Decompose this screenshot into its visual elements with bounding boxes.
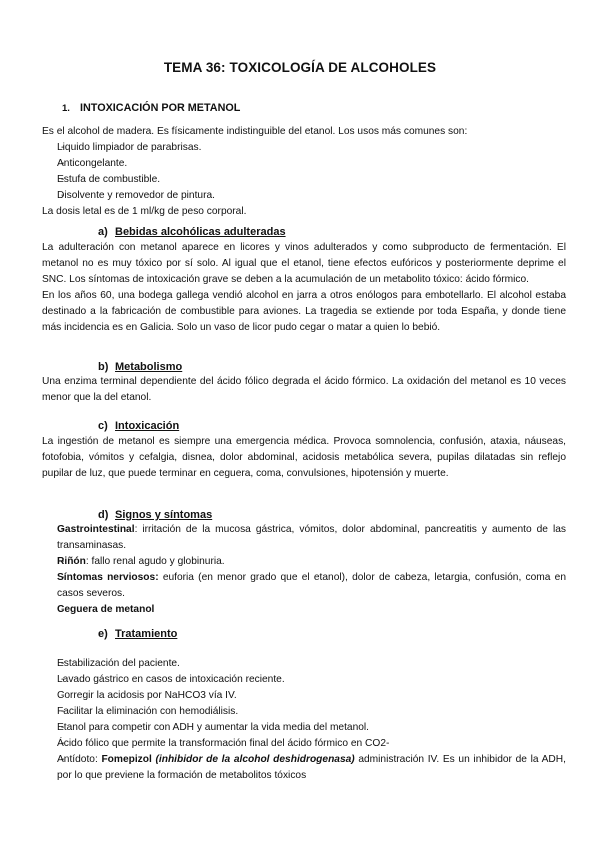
section-1-heading	[62, 100, 240, 117]
list-item: - Ceguera de metanol	[42, 602, 566, 618]
list-item: - Etanol para competir con ADH y aumentar la vida media del metanol.	[42, 720, 566, 736]
subsection-e-body	[42, 656, 566, 784]
subsection-d-heading: d) Signos y síntomas	[98, 509, 213, 521]
page-title: TEMA 36: TOXICOLOGÍA DE ALCOHOLES	[163, 60, 437, 75]
list-item: - Disolvente y removedor de pintura.	[42, 188, 566, 204]
subsection-c-body	[42, 434, 566, 482]
list-item: - Estabilización del paciente.	[42, 656, 566, 672]
subsection-b-heading: b) Metabolismo	[98, 361, 183, 373]
section-1-title: INTOXICACIÓN POR METANOL	[80, 102, 241, 114]
treatment-list	[42, 656, 566, 784]
paragraph: En los años 60, una bodega gallega vendió alcohol en jarra a otros enólogos para embotellarlo. El alcohol estaba destinado a la fabricación de combustible para aviones. La tragedia se extiende por toda España, y donde tiene más incidencia es en Galicia. Solo un vaso de licor pudo cegar o matar a quien lo bebió.	[42, 290, 566, 333]
section-1-body	[42, 124, 566, 220]
paragraph: Una enzima terminal dependiente del ácido fólico degrada el ácido fórmico. La oxidación del metanol es 10 veces menor que la del etanol.	[42, 376, 566, 403]
list-item: - Gastrointestinal: irritación de la mucosa gástrica, vómitos, dolor abdominal, pancreatitis y aumento de las transaminasas.	[42, 522, 566, 554]
list-item: - Facilitar la eliminación con hemodiálisis.	[42, 704, 566, 720]
subsection-e-heading: e) Tratamiento	[98, 628, 178, 640]
subsection-a-heading: a) Bebidas alcohólicas adulteradas	[98, 226, 286, 238]
list-item: - Antídoto: Fomepizol (inhibidor de la alcohol deshidrogenasa) administración IV. Es un inhibidor de la ADH, por lo que previene la formación de metabolitos tóxicos	[42, 752, 566, 784]
lethal-dose-text: La dosis letal es de 1 ml/kg de peso corporal.	[42, 206, 247, 217]
paragraph: La ingestión de metanol es siempre una emergencia médica. Provoca somnolencia, confusión, ataxia, náuseas, fotofobia, vómitos y cefalgia, disnea, dolor abdominal, acidosis metabólica severa, pupilas dilatadas sin reflejo pupilar de luz, que puede terminar en ceguera, coma, convulsiones, hipotensión y muerte.	[42, 436, 566, 479]
subsection-a-body	[42, 240, 566, 336]
list-item: - Síntomas nerviosos: euforia (en menor grado que el etanol), dolor de cabeza, letargia, confusión, coma en casos severos.	[42, 570, 566, 602]
subsection-d-body	[42, 522, 566, 618]
list-item: - Liquido limpiador de parabrisas.	[42, 140, 566, 156]
list-item: - Estufa de combustible.	[42, 172, 566, 188]
subsection-c-heading: c) Intoxicación	[98, 420, 180, 432]
uses-list	[42, 140, 566, 204]
subsection-b-body	[42, 374, 566, 406]
paragraph: La adulteración con metanol aparece en licores y vinos adulterados y como subproducto de fermentación. El metanol no es muy tóxico por sí solo. Al igual que el etanol, tiene efectos eufóricos y posteriormente deprime el SNC. Los síntomas de intoxicación grave se deben a la acumulación de un metabolito tóxico: ácido fórmico.	[42, 242, 566, 285]
section-1-number: 1.	[62, 103, 70, 114]
symptoms-list	[42, 522, 566, 618]
list-item: - Corregir la acidosis por NaHCO3 vía IV.	[42, 688, 566, 704]
list-item: - Lavado gástrico en casos de intoxicación reciente.	[42, 672, 566, 688]
section-1-intro: Es el alcohol de madera. Es físicamente indistinguible del etanol. Los usos más comunes son:	[42, 126, 468, 137]
list-item: - Ácido fólico que permite la transformación final del ácido fórmico en CO2-	[42, 736, 566, 752]
list-item: - Riñón: fallo renal agudo y globinuria.	[42, 554, 566, 570]
list-item: - Anticongelante.	[42, 156, 566, 172]
